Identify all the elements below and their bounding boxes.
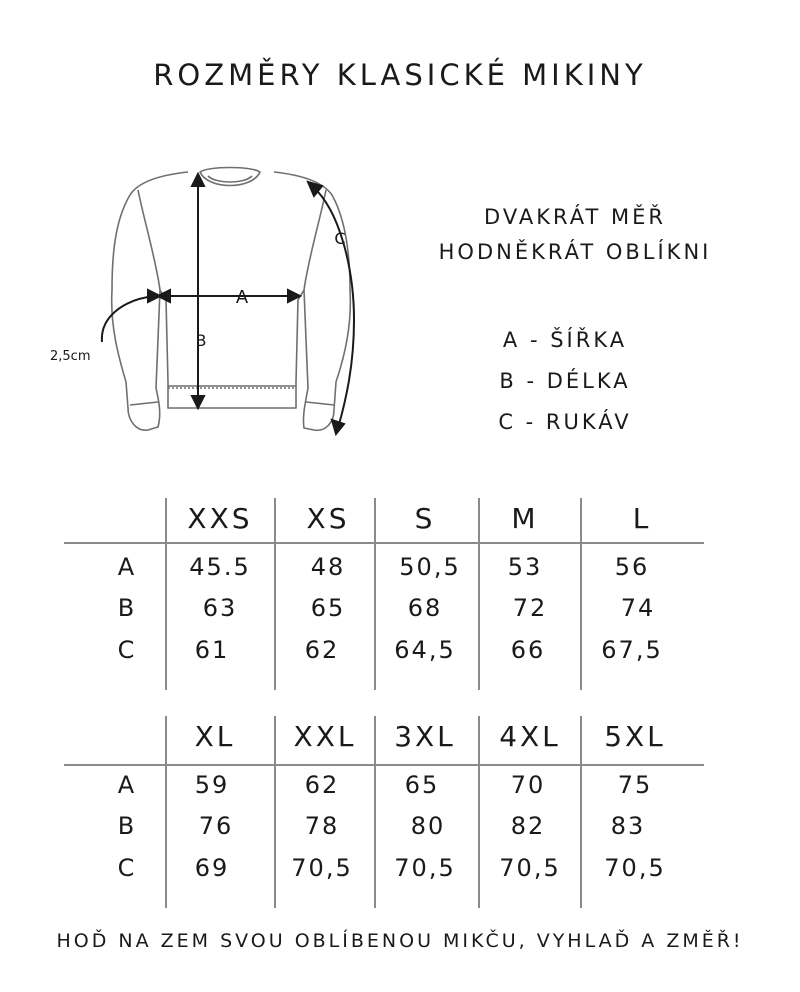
table1-header-l: L (632, 502, 652, 535)
table2-header-3xl: 3XL (394, 720, 456, 753)
table-cell: 56 (614, 553, 650, 581)
instructions-line-2: HODNĚKRÁT OBLÍKNI (438, 240, 712, 264)
diagram-label-b: B (195, 331, 207, 350)
table-cell: 50,5 (399, 553, 461, 581)
diagram-label-c: C (334, 229, 346, 248)
table-row (100, 636, 710, 676)
table-cell: 78 (304, 812, 340, 840)
diagram-label-a: A (235, 287, 249, 308)
table-cell: 70,5 (291, 854, 353, 882)
table-cell: 70,5 (604, 854, 666, 882)
table-cell: 59 (194, 771, 230, 799)
legend-b: B - DÉLKA (499, 369, 631, 393)
sweatshirt-diagram (40, 150, 380, 450)
table2-header-5xl: 5XL (604, 720, 666, 753)
table-cell: 82 (510, 812, 546, 840)
table-cell: 70,5 (394, 854, 456, 882)
table-cell: 75 (617, 771, 653, 799)
table-cell: 68 (407, 594, 443, 622)
table-cell: 64,5 (394, 636, 456, 664)
row-label: B (117, 594, 137, 622)
table-cell: 76 (198, 812, 234, 840)
table-cell: 63 (202, 594, 238, 622)
table-row (100, 812, 710, 852)
footer-note: HOĎ NA ZEM SVOU OBLÍBENOU MIKČU, VYHLAĎ A ZMĚŘ! (56, 930, 744, 952)
table-cell: 61 (194, 636, 230, 664)
legend (450, 320, 680, 443)
table1-header-m: M (511, 502, 539, 535)
table-cell: 53 (507, 553, 543, 581)
table-cell: 66 (510, 636, 546, 664)
table-cell: 70 (510, 771, 546, 799)
instructions (385, 200, 765, 270)
table-cell: 70,5 (499, 854, 561, 882)
table-cell: 67,5 (601, 636, 663, 664)
table2-header-xxl: XXL (293, 720, 357, 753)
row-label: A (117, 771, 137, 799)
table2-header-row (100, 720, 710, 760)
table-row (100, 854, 710, 894)
table2-header-divider (64, 764, 704, 766)
measure-arrows (102, 174, 354, 434)
table-cell: 45.5 (189, 553, 251, 581)
table-cell: 72 (512, 594, 548, 622)
table-cell: 62 (304, 636, 340, 664)
table-cell: 48 (310, 553, 346, 581)
table-cell: 65 (404, 771, 440, 799)
table1-header-row (100, 502, 710, 542)
diagram-offset-label: 2,5cm (50, 349, 91, 364)
table-cell: 83 (610, 812, 646, 840)
page-title: ROZMĚRY KLASICKÉ MIKINY (153, 58, 647, 92)
table-cell: 62 (304, 771, 340, 799)
table1-header-xs: XS (306, 502, 350, 535)
table1-header-s: S (414, 502, 436, 535)
table-cell: 65 (310, 594, 346, 622)
row-label: C (117, 636, 137, 664)
table1-header-xxs: XXS (187, 502, 253, 535)
table-row (100, 771, 710, 811)
table2-header-xl: XL (194, 720, 236, 753)
table-row (100, 553, 710, 593)
row-label: A (117, 553, 137, 581)
table-cell: 74 (620, 594, 656, 622)
table2-header-4xl: 4XL (499, 720, 561, 753)
row-label: B (117, 812, 137, 840)
instructions-line-1: DVAKRÁT MĚŘ (484, 205, 666, 229)
legend-a: A - ŠÍŘKA (502, 328, 628, 352)
table-cell: 80 (410, 812, 446, 840)
table-row (100, 594, 710, 634)
table-cell: 69 (194, 854, 230, 882)
row-label: C (117, 854, 137, 882)
legend-c: C - RUKÁV (498, 410, 632, 434)
table1-header-divider (64, 542, 704, 544)
